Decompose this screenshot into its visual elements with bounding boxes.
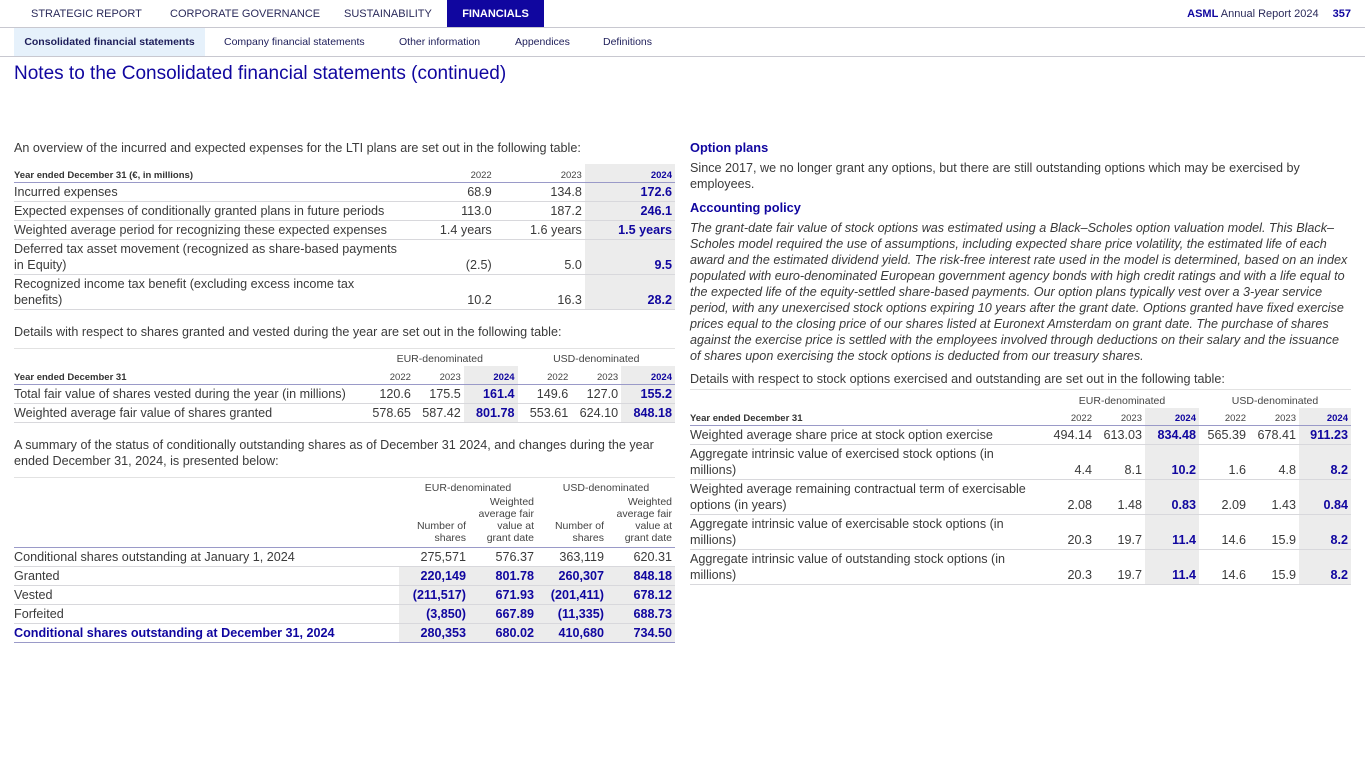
cell-value: 680.02 (469, 624, 537, 643)
tab-sustainability[interactable]: SUSTAINABILITY (344, 8, 432, 20)
row-label: Weighted average remaining contractual term of exercisable options (in years) (690, 480, 1045, 515)
row-label: Weighted average period for recognizing these expected expenses (14, 220, 405, 239)
left-column (14, 140, 675, 657)
cell-value: 14.6 (1199, 515, 1249, 550)
cell-value: 246.1 (585, 201, 675, 220)
cell-value: 19.7 (1095, 515, 1145, 550)
cell-value: 10.2 (1145, 445, 1199, 480)
group-header-row (14, 477, 675, 495)
row-label: Conditional shares outstanding at January 1, 2024 (14, 548, 399, 567)
cell-value: 8.2 (1299, 445, 1351, 480)
sub-navigation (0, 28, 1365, 57)
cell-value: 0.83 (1145, 480, 1199, 515)
cell-value: 848.18 (621, 403, 675, 422)
column-header: Number of shares (537, 495, 607, 548)
page-number: 357 (1332, 8, 1351, 20)
subnav-other-information[interactable]: Other information (399, 36, 481, 48)
summary-intro: A summary of the status of conditionally outstanding shares as of December 31 2024, and changes during the year ended December 31, 2024, is presented below: (14, 437, 654, 468)
column-header: 2023 (1095, 408, 1145, 426)
cell-value: 678.41 (1249, 426, 1299, 445)
cell-value: 363,119 (537, 548, 607, 567)
cell-value: 410,680 (537, 624, 607, 643)
cell-value: 11.4 (1145, 550, 1199, 585)
column-header: Weighted average fair value at grant date (469, 495, 537, 548)
row-label: Aggregate intrinsic value of exercisable stock options (in millions) (690, 515, 1045, 550)
cell-value: 16.3 (495, 274, 585, 309)
cell-value: 134.8 (495, 182, 585, 201)
cell-value: 68.9 (405, 182, 495, 201)
cell-value: 28.2 (585, 274, 675, 309)
column-header: 2022 (362, 366, 414, 384)
column-header: 2023 (414, 366, 464, 384)
group-header: EUR-denominated (1045, 390, 1199, 408)
cell-value: 149.6 (518, 384, 572, 403)
group-header-row (14, 348, 675, 366)
cell-value: 671.93 (469, 586, 537, 605)
table-row (690, 445, 1351, 480)
cell-value: 1.6 (1199, 445, 1249, 480)
table-row (690, 550, 1351, 585)
column-header: 2024 (464, 366, 518, 384)
options-intro: Details with respect to stock options exercised and outstanding are set out in the following table: (690, 372, 1225, 386)
column-header: 2023 (571, 366, 621, 384)
table-row (14, 274, 675, 309)
table-row (14, 220, 675, 239)
column-header-row (14, 366, 675, 384)
cell-value: 587.42 (414, 403, 464, 422)
cell-value: 734.50 (607, 624, 675, 643)
row-label: Expected expenses of conditionally granted plans in future periods (14, 201, 405, 220)
row-label: Recognized income tax benefit (excluding excess income tax benefits) (14, 274, 405, 309)
column-header-row (690, 408, 1351, 426)
cell-value: 1.43 (1249, 480, 1299, 515)
subnav-consolidated[interactable]: Consolidated financial statements (14, 28, 205, 56)
cell-value: 613.03 (1095, 426, 1145, 445)
cell-value: 5.0 (495, 239, 585, 274)
option-plans-text: Since 2017, we no longer grant any options, but there are still outstanding options which may be exercised by employees. (690, 161, 1300, 191)
table-row (14, 403, 675, 422)
cell-value: 911.23 (1299, 426, 1351, 445)
cell-value: 576.37 (469, 548, 537, 567)
row-label-header: Year ended December 31 (690, 408, 1045, 426)
cell-value: 1.48 (1095, 480, 1145, 515)
empty-cell (14, 477, 399, 495)
row-label: Granted (14, 567, 399, 586)
cell-value: 280,353 (399, 624, 469, 643)
table-row (14, 239, 675, 274)
stock-options-table (690, 389, 1351, 585)
right-column (690, 140, 1351, 599)
cell-value: 8.2 (1299, 550, 1351, 585)
accounting-policy-text: The grant-date fair value of stock options was estimated using a Black–Scholes option valuation model. This Black–Scholes model required the use of assumptions, including expected share price volatility, the estimated life of each award and the estimated dividend yield. The risk-free interest rate used in the model is determined, based on an index populated with euro-denominated European government agency bonds with high credit ratings and with a life equal to the expected life of the equity-settled share-based payments. Our option plans typically vest over a 3-year service period, with any unexercised stock options expiring 10 years after the grant date. Options granted have fixed exercise prices equal to the closing price of our shares listed at Euronext Amsterdam on grant date. The purchase of shares against the exercise price is settled with the employees involved through deductions on their salary and the issuance of shares upon exercising the stock options is deducted from our treasury shares. (690, 221, 1348, 363)
lti-expenses-table (14, 164, 675, 310)
accounting-policy-heading: Accounting policy (690, 200, 801, 215)
column-header: 2022 (518, 366, 572, 384)
cell-value: (3,850) (399, 605, 469, 624)
cell-value: 15.9 (1249, 550, 1299, 585)
column-header: 2024 (1299, 408, 1351, 426)
cell-value: 834.48 (1145, 426, 1199, 445)
group-header: USD-denominated (518, 348, 675, 366)
column-header: 2024 (621, 366, 675, 384)
column-header: 2022 (1199, 408, 1249, 426)
cell-value: (211,517) (399, 586, 469, 605)
top-navigation (0, 0, 1365, 28)
subnav-appendices[interactable]: Appendices (515, 36, 570, 48)
cell-value: 553.61 (518, 403, 572, 422)
cell-value: 14.6 (1199, 550, 1249, 585)
subnav-company[interactable]: Company financial statements (224, 36, 365, 48)
report-branding (1187, 0, 1351, 29)
column-header: 2024 (1145, 408, 1199, 426)
row-label: Vested (14, 586, 399, 605)
cell-value: 113.0 (405, 201, 495, 220)
tab-corporate-governance[interactable]: CORPORATE GOVERNANCE (170, 8, 321, 20)
cell-value: 2.09 (1199, 480, 1249, 515)
cell-value: 801.78 (469, 567, 537, 586)
row-label: Aggregate intrinsic value of exercised stock options (in millions) (690, 445, 1045, 480)
table-row (14, 201, 675, 220)
cell-value: 20.3 (1045, 550, 1095, 585)
cell-value: 172.6 (585, 182, 675, 201)
cell-value: 8.2 (1299, 515, 1351, 550)
row-label: Conditional shares outstanding at December 31, 2024 (14, 624, 399, 643)
cell-value: 678.12 (607, 586, 675, 605)
cell-value: 161.4 (464, 384, 518, 403)
group-header-row (690, 390, 1351, 408)
group-header: EUR-denominated (399, 477, 537, 495)
cell-value: 565.39 (1199, 426, 1249, 445)
cell-value: 494.14 (1045, 426, 1095, 445)
table-row (14, 548, 675, 567)
cell-value: 260,307 (537, 567, 607, 586)
report-name: Annual Report 2024 (1220, 8, 1319, 20)
cell-value: 688.73 (607, 605, 675, 624)
row-label: Weighted average share price at stock option exercise (690, 426, 1045, 445)
cell-value: 4.8 (1249, 445, 1299, 480)
cell-value: 1.6 years (495, 220, 585, 239)
table-row (14, 182, 675, 201)
cell-value: 19.7 (1095, 550, 1145, 585)
cell-value: (11,335) (537, 605, 607, 624)
column-header: Weighted average fair value at grant date (607, 495, 675, 548)
cell-value: 20.3 (1045, 515, 1095, 550)
table-row (690, 480, 1351, 515)
column-header: 2022 (1045, 408, 1095, 426)
empty-cell (14, 348, 362, 366)
row-label-header (14, 495, 399, 548)
option-plans-heading: Option plans (690, 140, 769, 155)
cell-value: 187.2 (495, 201, 585, 220)
row-label-header: Year ended December 31 (14, 366, 362, 384)
cell-value: 11.4 (1145, 515, 1199, 550)
cell-value: 1.5 years (585, 220, 675, 239)
cell-value: 155.2 (621, 384, 675, 403)
cell-value: 624.10 (571, 403, 621, 422)
table-row (690, 426, 1351, 445)
column-header: 2022 (405, 164, 495, 182)
table-row (14, 624, 675, 643)
row-label-header: Year ended December 31 (€, in millions) (14, 164, 405, 182)
cell-value: 578.65 (362, 403, 414, 422)
subnav-definitions[interactable]: Definitions (603, 36, 653, 48)
cell-value: 275,571 (399, 548, 469, 567)
shares-granted-vested-table (14, 348, 675, 423)
column-header-row (14, 164, 675, 182)
table-row (690, 515, 1351, 550)
table-row (14, 567, 675, 586)
cell-value: 0.84 (1299, 480, 1351, 515)
empty-cell (690, 390, 1045, 408)
cell-value: 127.0 (571, 384, 621, 403)
table-row (14, 586, 675, 605)
cell-value: 10.2 (405, 274, 495, 309)
cell-value: 1.4 years (405, 220, 495, 239)
row-label: Incurred expenses (14, 182, 405, 201)
row-label: Aggregate intrinsic value of outstanding stock options (in millions) (690, 550, 1045, 585)
row-label: Weighted average fair value of shares granted (14, 403, 362, 422)
cell-value: 15.9 (1249, 515, 1299, 550)
group-header: USD-denominated (1199, 390, 1351, 408)
cell-value: 8.1 (1095, 445, 1145, 480)
cell-value: 848.18 (607, 567, 675, 586)
cell-value: 4.4 (1045, 445, 1095, 480)
lti-intro: An overview of the incurred and expected expenses for the LTI plans are set out in the following table: (14, 141, 581, 155)
cell-value: 9.5 (585, 239, 675, 274)
tab-financials[interactable]: FINANCIALS (447, 0, 544, 27)
column-header: 2024 (585, 164, 675, 182)
column-header: 2023 (1249, 408, 1299, 426)
row-label: Deferred tax asset movement (recognized as share-based payments in Equity) (14, 239, 405, 274)
cell-value: 801.78 (464, 403, 518, 422)
cell-value: 220,149 (399, 567, 469, 586)
cell-value: 620.31 (607, 548, 675, 567)
shares-intro: Details with respect to shares granted and vested during the year are set out in the following table: (14, 324, 562, 339)
row-label: Forfeited (14, 605, 399, 624)
column-header: 2023 (495, 164, 585, 182)
brand-name: ASML (1187, 8, 1219, 20)
table-row (14, 384, 675, 403)
group-header: USD-denominated (537, 477, 675, 495)
cell-value: (201,411) (537, 586, 607, 605)
cell-value: 175.5 (414, 384, 464, 403)
row-label: Total fair value of shares vested during the year (in millions) (14, 384, 362, 403)
column-header-row (14, 495, 675, 548)
cell-value: (2.5) (405, 239, 495, 274)
table-row (14, 605, 675, 624)
cell-value: 667.89 (469, 605, 537, 624)
group-header: EUR-denominated (362, 348, 517, 366)
page-title: Notes to the Consolidated financial statements (continued) (14, 63, 507, 84)
tab-strategic-report[interactable]: STRATEGIC REPORT (31, 8, 142, 20)
cell-value: 120.6 (362, 384, 414, 403)
cell-value: 2.08 (1045, 480, 1095, 515)
column-header: Number of shares (399, 495, 469, 548)
conditional-shares-table (14, 477, 675, 644)
